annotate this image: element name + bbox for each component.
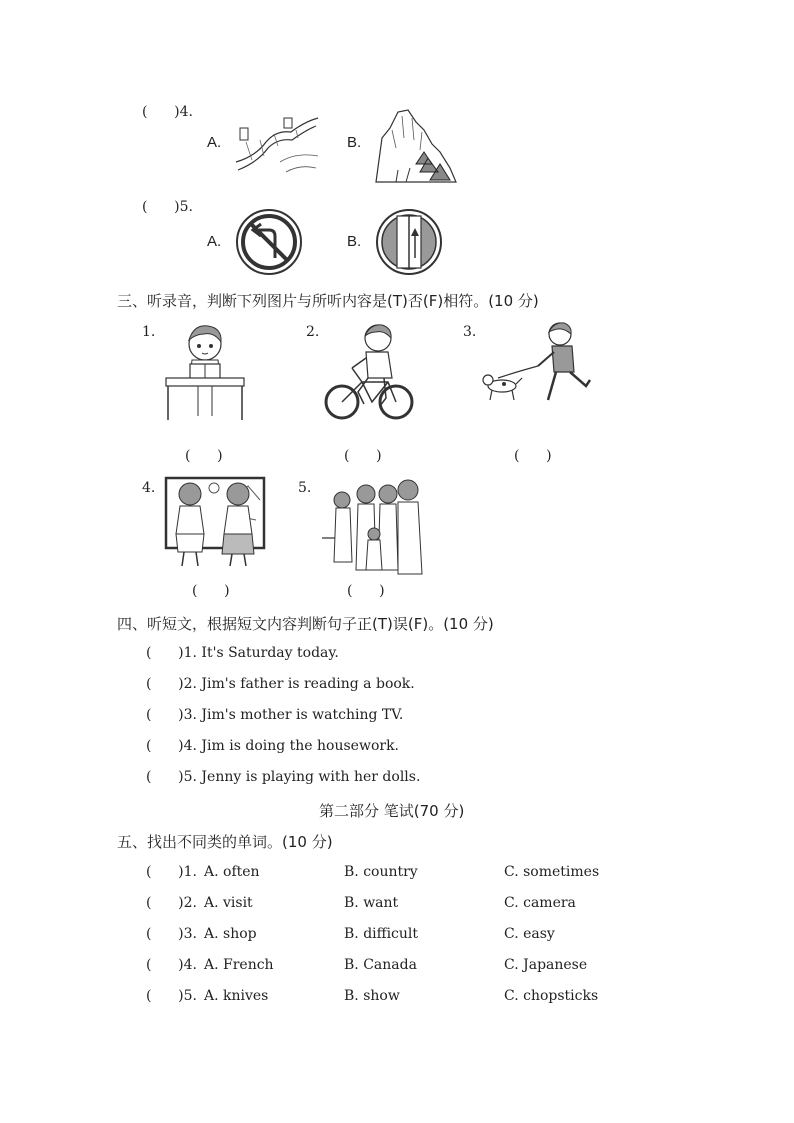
section5-row-2-paren[interactable]: ( )2. bbox=[146, 895, 197, 911]
great-wall-image[interactable] bbox=[236, 112, 318, 180]
section3-item-5-paren[interactable]: ( ) bbox=[347, 583, 385, 599]
section4-title: 四、听短文，根据短文内容判断句子正(T)误(F)。(10 分) bbox=[117, 615, 494, 633]
section5-row-5-paren[interactable]: ( )5. bbox=[146, 988, 197, 1004]
section3-item-2-paren[interactable]: ( ) bbox=[344, 448, 382, 464]
section3-item-4-number: 4. bbox=[142, 480, 156, 496]
section3-item-3-number: 3. bbox=[463, 324, 477, 340]
mountain-image[interactable] bbox=[376, 108, 456, 186]
section5-row-3-option-c: C. easy bbox=[504, 926, 555, 942]
section5-row-1-option-b: B. country bbox=[344, 864, 418, 880]
no-left-turn-sign-icon[interactable] bbox=[235, 208, 303, 280]
section5-row-4-option-c: C. Japanese bbox=[504, 957, 588, 973]
boy-walking-dog-image[interactable] bbox=[476, 320, 594, 410]
section5-row-4-option-b: B. Canada bbox=[344, 957, 417, 973]
section3-item-1-paren[interactable]: ( ) bbox=[185, 448, 223, 464]
q4-option-a-label: A. bbox=[207, 134, 222, 151]
q4-paren[interactable]: ( )4. bbox=[142, 104, 193, 120]
q5-option-a-label: A. bbox=[207, 233, 222, 250]
family-group-image[interactable] bbox=[322, 478, 426, 582]
section5-row-4-paren[interactable]: ( )4. bbox=[146, 957, 197, 973]
section4-item-3[interactable]: ( )3. Jim's mother is watching TV. bbox=[146, 707, 404, 723]
boy-riding-bike-image[interactable] bbox=[322, 322, 416, 426]
section5-row-3-option-b: B. difficult bbox=[344, 926, 419, 942]
section4-item-1[interactable]: ( )1. It's Saturday today. bbox=[146, 645, 339, 661]
q4-option-b-label: B. bbox=[347, 134, 362, 151]
section3-item-5-number: 5. bbox=[298, 480, 312, 496]
section4-item-5[interactable]: ( )5. Jenny is playing with her dolls. bbox=[146, 769, 421, 785]
section3-item-4-paren[interactable]: ( ) bbox=[192, 583, 230, 599]
section5-row-4-option-a: A. French bbox=[204, 957, 274, 973]
one-way-sign-icon[interactable] bbox=[375, 208, 443, 280]
section5-row-1-option-a: A. often bbox=[204, 864, 260, 880]
boy-reading-at-desk-image[interactable] bbox=[164, 320, 246, 426]
section3-item-1-number: 1. bbox=[142, 324, 156, 340]
section4-item-4[interactable]: ( )4. Jim is doing the housework. bbox=[146, 738, 400, 754]
section5-row-5-option-b: B. show bbox=[344, 988, 400, 1004]
section5-title: 五、找出不同类的单词。(10 分) bbox=[117, 833, 333, 851]
section3-item-3-paren[interactable]: ( ) bbox=[514, 448, 552, 464]
q5-paren[interactable]: ( )5. bbox=[142, 199, 193, 215]
section5-row-5-option-a: A. knives bbox=[204, 988, 269, 1004]
section5-row-2-option-b: B. want bbox=[344, 895, 399, 911]
section5-row-2-option-a: A. visit bbox=[204, 895, 253, 911]
section5-row-2-option-c: C. camera bbox=[504, 895, 576, 911]
section5-row-1-option-c: C. sometimes bbox=[504, 864, 600, 880]
section4-item-2[interactable]: ( )2. Jim's father is reading a book. bbox=[146, 676, 415, 692]
girls-painting-wall-image[interactable] bbox=[164, 476, 266, 572]
q5-option-b-label: B. bbox=[347, 233, 362, 250]
section5-row-3-paren[interactable]: ( )3. bbox=[146, 926, 197, 942]
part2-title: 第二部分 笔试(70 分) bbox=[319, 802, 465, 820]
section3-item-2-number: 2. bbox=[306, 324, 320, 340]
section5-row-1-paren[interactable]: ( )1. bbox=[146, 864, 197, 880]
section5-row-5-option-c: C. chopsticks bbox=[504, 988, 599, 1004]
section5-row-3-option-a: A. shop bbox=[204, 926, 257, 942]
section3-title: 三、听录音，判断下列图片与所听内容是(T)否(F)相符。(10 分) bbox=[117, 292, 539, 310]
